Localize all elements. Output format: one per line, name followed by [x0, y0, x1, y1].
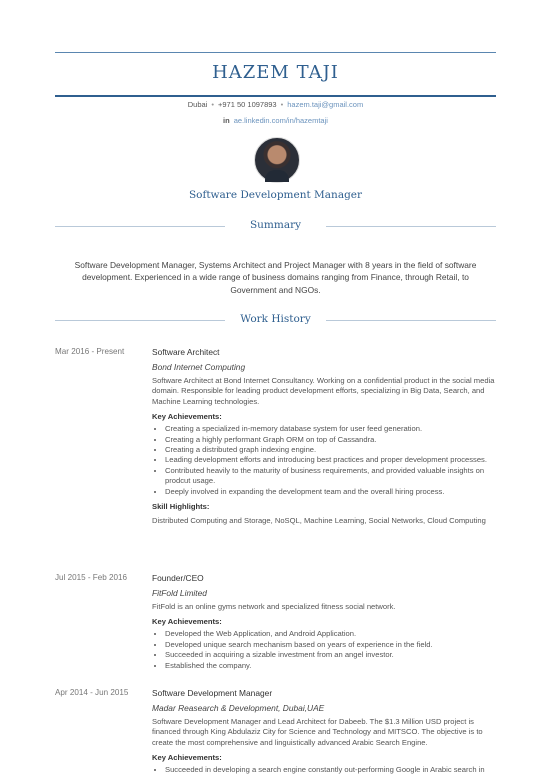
job-description: FitFold is an online gyms network and specialized fitness social network.: [152, 602, 396, 611]
email-link[interactable]: hazem.taji@gmail.com: [287, 100, 364, 109]
contact-line: [0, 100, 551, 109]
summary-heading: Summary: [249, 219, 302, 231]
list-item: • Leading development efforts and introducing best practices and proper development processes.: [165, 455, 496, 465]
job-description: Software Development Manager and Lead Architect for Dabeeb. The $1.3 Million USD project is financed through King Abdulaziz City for Science and Technology and MITSCO. The objective is to create the most comprehensive and linguistically advanced Arabic Search Engine.: [152, 717, 483, 747]
work-history-section-header: [55, 313, 496, 327]
key-achievements-label: Key Achievements:: [152, 753, 222, 763]
skill-highlights: Distributed Computing and Storage, NoSQL, Machine Learning, Social Networks, Cloud Computing: [152, 516, 486, 526]
city: Dubai: [187, 100, 208, 109]
linkedin-icon: in: [223, 116, 230, 125]
list-item: • Developed the Web Application, and Android Application.: [165, 629, 496, 639]
list-item: • Contributed heavily to the maturity of business requirements, and provided valuable insights on prodcut usage.: [165, 466, 496, 487]
job-company: Madar Reasearch & Development, Dubai,UAE: [152, 703, 325, 713]
header-bottom-rule: [55, 95, 496, 97]
job-company: FitFold Limited: [152, 588, 207, 598]
list-item: • Creating a specialized in-memory database system for user feed generation.: [165, 424, 496, 434]
list-item: • Established the company.: [165, 661, 496, 671]
key-achievements-label: Key Achievements:: [152, 412, 222, 422]
candidate-name: HAZEM TAJI: [212, 62, 339, 83]
list-item: • Succeeded in developing a search engine constantly out-performing Google in Arabic search in: [165, 765, 496, 775]
job-dates: Mar 2016 - Present: [55, 347, 125, 356]
phone: +971 50 1097893: [218, 100, 277, 109]
header-top-rule: [55, 52, 496, 53]
separator-dot-icon: •: [211, 100, 214, 109]
job-company: Bond Internet Computing: [152, 362, 246, 372]
job-role: Software Architect: [152, 347, 220, 357]
linkedin-line: [0, 116, 551, 125]
list-item: • Deeply involved in expanding the development team and the overall hiring process.: [165, 487, 496, 497]
linkedin-link[interactable]: ae.linkedin.com/in/hazemtaji: [233, 116, 328, 125]
list-item: • Developed unique search mechanism based on years of experience in the field.: [165, 640, 496, 650]
achievements-list: [152, 424, 496, 497]
achievements-list: [152, 629, 496, 671]
headline-title: Software Development Manager: [188, 189, 363, 201]
job-dates: Jul 2015 - Feb 2016: [55, 573, 127, 582]
job-description: Software Architect at Bond Internet Consultancy. Working on a confidential product in the social media domain. Responsible for leading product development efforts, specializing in Big Data, Search, and Machine Learning technologies.: [152, 376, 495, 406]
summary-section-header: [55, 219, 496, 233]
job-role: Founder/CEO: [152, 573, 204, 583]
skill-highlights-label: Skill Highlights:: [152, 502, 210, 512]
list-item: • Creating a highly performant Graph ORM on top of Cassandra.: [165, 435, 496, 445]
separator-dot-icon: •: [280, 100, 284, 109]
list-item: • Succeeded in acquiring a sizable investment from an angel investor.: [165, 650, 496, 660]
key-achievements-label: Key Achievements:: [152, 617, 222, 627]
job-role: Software Development Manager: [152, 688, 273, 698]
summary-text: Software Development Manager, Systems Architect and Project Manager with 8 years in the field of software development. Experienced in a wide range of business domains ranging from Finance, through Retail, to Government and NGOs.: [74, 260, 477, 295]
job-dates: Apr 2014 - Jun 2015: [55, 688, 129, 697]
list-item: • Creating a distributed graph indexing engine.: [165, 445, 496, 455]
avatar: [254, 137, 300, 183]
work-history-heading: Work History: [240, 313, 311, 325]
achievements-list: [152, 765, 496, 775]
